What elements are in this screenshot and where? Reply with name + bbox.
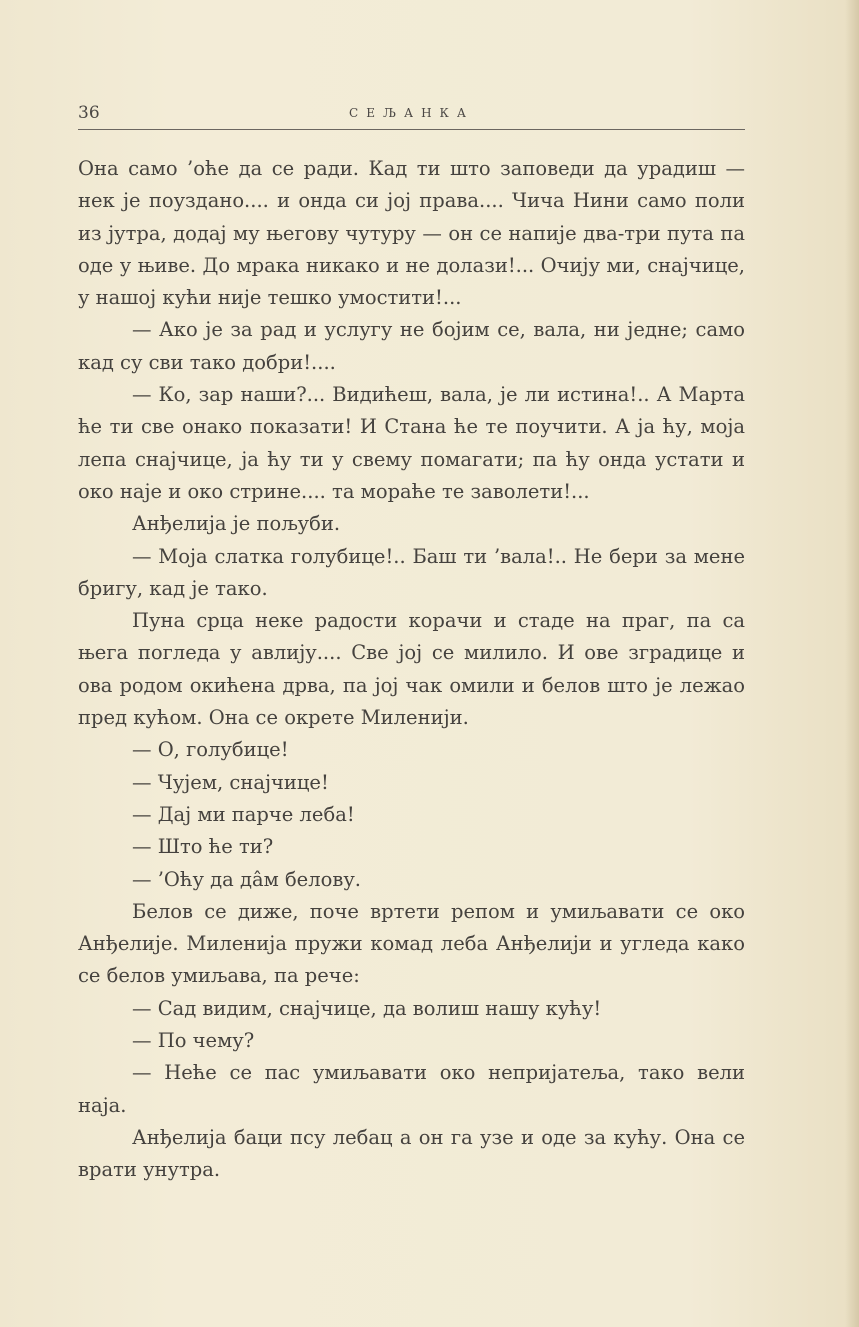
paragraph: Анђелија је пољуби.: [132, 512, 341, 536]
paragraph: Анђелија баци псу лебац а он га узе и оде за кућу. Она се врати унутра.: [78, 1125, 745, 1182]
body-text: [78, 153, 745, 1187]
paragraph: Она само ’оће да се ради. Кад ти што заповеди да урадиш — нек је поуздано.... и онда си јој права.... Чича Нини само поли из јутра, додај му његову чутуру — он се напије два-три пута па оде у њиве. До мрака никако и не долази!... Очију ми, снајчице, у нашој кући није тешко умостити!...: [78, 157, 745, 310]
paragraph: — Неће се пас умиљавати око непријатеља, тако вели наја.: [78, 1061, 745, 1117]
running-title: СЕЉАНКА: [349, 106, 474, 120]
dialogue-line: — ’Оћу да да̂м белову.: [132, 867, 362, 891]
dialogue-line: — О, голубице!: [132, 738, 289, 762]
dialogue-line: — Дај ми парче леба!: [132, 802, 355, 826]
paragraph: Белов се диже, поче вртети репом и умиљавати се око Анђелије. Миленија пружи комад леба Анђелији и угледа како се белов умиљава, па рече:: [78, 899, 745, 988]
paragraph: — Ко, зар наши?... Видићеш, вала, је ли истина!.. А Марта ће ти све онако показати! И Стана ће те поучити. А ја ћу, моја лепа снајчице, ја ћу ти у свему помагати; па ћу онда устати и око наје и око стрине.... та мораће те заволети!...: [78, 383, 745, 503]
paragraph: — Ако је за рад и услугу не бојим се, вала, ни једне; само кад су сви тако добри!....: [78, 318, 745, 374]
paragraph: Пуна срца неке радости корачи и стаде на праг, па са њега погледа у авлију.... Све јој се милило. И ове зградице и ова родом окићена дрва, па јој чак омили и белов што је лежао пред кућом. Она се окрете Миленији.: [78, 609, 745, 730]
dialogue-line: — Што ће ти?: [132, 835, 274, 859]
page-edge-shadow: [845, 0, 859, 1327]
paragraph: — Моја слатка голубице!.. Баш ти ’вала!.. Не бери за мене бригу, кад је тако.: [78, 544, 745, 600]
dialogue-line: — Чујем, снајчице!: [132, 770, 329, 794]
dialogue-line: — По чему?: [132, 1029, 255, 1053]
page-number: 36: [78, 103, 100, 123]
page-header: [78, 103, 745, 130]
dialogue-line: — Сад видим, снајчице, да волиш нашу кућу!: [132, 996, 602, 1020]
